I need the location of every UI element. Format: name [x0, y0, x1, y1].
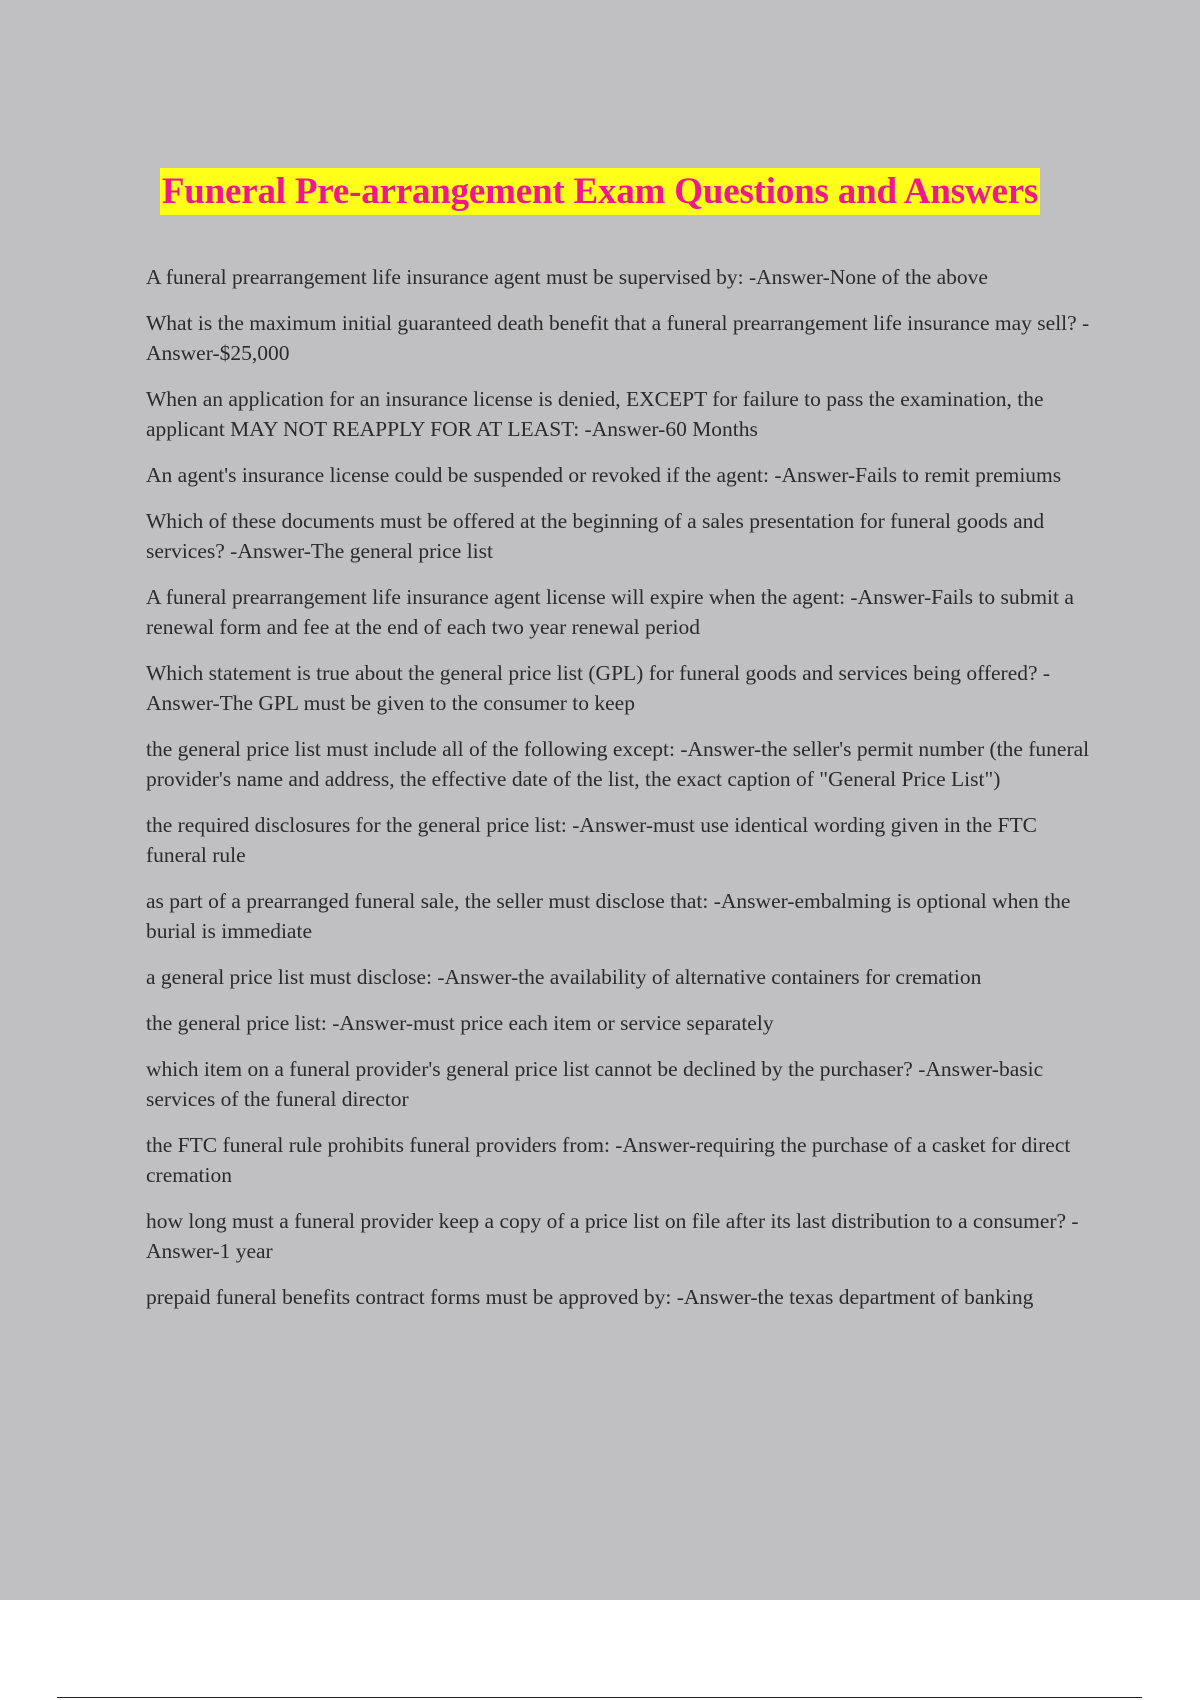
- qa-item: Which of these documents must be offered at the beginning of a sales presentation for funeral goods and services? -Answer-The general price list: [146, 509, 1045, 563]
- qa-item: which item on a funeral provider's general price list cannot be declined by the purchaser? -Answer-basic services of the funeral director: [146, 1057, 1044, 1111]
- qa-item: as part of a prearranged funeral sale, the seller must disclose that: -Answer-embalming is optional when the burial is immediate: [146, 889, 1071, 943]
- qa-item: Which statement is true about the general price list (GPL) for funeral goods and services being offered? -Answer-The GPL must be given to the consumer to keep: [146, 661, 1051, 715]
- qa-item: A funeral prearrangement life insurance agent must be supervised by: -Answer-None of the above: [146, 265, 988, 289]
- qa-item: a general price list must disclose: -Answer-the availability of alternative containers for cremation: [146, 965, 982, 989]
- qa-item: prepaid funeral benefits contract forms must be approved by: -Answer-the texas department of banking: [146, 1285, 1034, 1309]
- qa-item: What is the maximum initial guaranteed death benefit that a funeral prearrangement life insurance may sell? -Answer-$25,000: [146, 311, 1090, 365]
- qa-item: how long must a funeral provider keep a copy of a price list on file after its last distribution to a consumer? -Answer-1 year: [146, 1209, 1079, 1263]
- qa-item: When an application for an insurance license is denied, EXCEPT for failure to pass the examination, the applicant MAY NOT REAPPLY FOR AT LEAST: -Answer-60 Months: [146, 387, 1044, 441]
- qa-item: the general price list must include all of the following except: -Answer-the seller's permit number (the funeral provider's name and address, the effective date of the list, the exact caption of "General Price List"): [146, 737, 1090, 791]
- qa-item: the required disclosures for the general price list: -Answer-must use identical wording given in the FTC funeral rule: [146, 813, 1037, 867]
- qa-item: An agent's insurance license could be suspended or revoked if the agent: -Answer-Fails to remit premiums: [146, 463, 1062, 487]
- qa-item: the general price list: -Answer-must price each item or service separately: [146, 1011, 774, 1035]
- qa-item: the FTC funeral rule prohibits funeral providers from: -Answer-requiring the purchase of a casket for direct cremation: [146, 1133, 1071, 1187]
- qa-list: [146, 262, 1096, 1328]
- title-container: [0, 168, 1200, 215]
- qa-item: A funeral prearrangement life insurance agent license will expire when the agent: -Answer-Fails to submit a renewal form and fee at the end of each two year renewal period: [146, 585, 1074, 639]
- document-title: Funeral Pre-arrangement Exam Questions and Answers: [160, 168, 1040, 215]
- footer-divider: [57, 1697, 1142, 1698]
